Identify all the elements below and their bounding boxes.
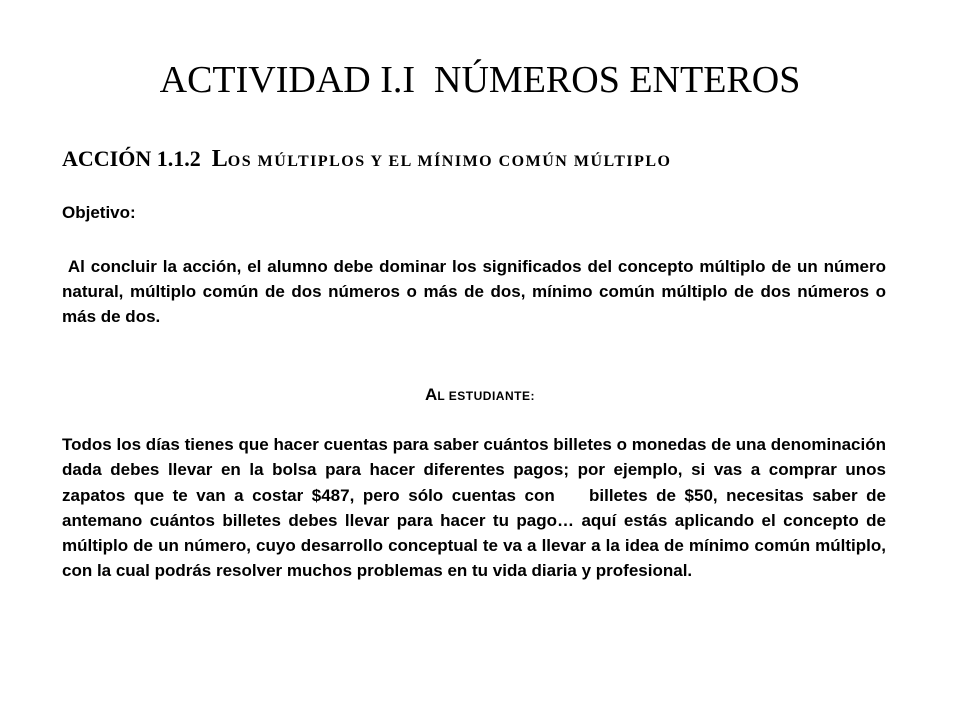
objective-label: Objetivo: [62, 203, 136, 222]
section-title-rest: OS MÚLTIPLOS Y EL MÍNIMO COMÚN MÚLTIPLO [227, 153, 672, 170]
slide-title: ACTIVIDAD I.I NÚMEROS ENTEROS [159, 59, 801, 101]
section-code: ACCIÓN 1.1.2 [62, 146, 212, 171]
student-heading-rest: L ESTUDIANTE: [437, 389, 535, 403]
section-heading [62, 146, 902, 173]
section-title-initial: L [211, 146, 228, 172]
student-heading [0, 385, 960, 405]
objective-text: Al concluir la acción, el alumno debe dominar los significados del concepto múltiplo de un número natural, múltiplo común de dos números o más de dos, mínimo común múltiplo de dos números o más de dos. [62, 257, 891, 326]
student-heading-initial: A [425, 385, 438, 404]
student-text: Todos los días tienes que hacer cuentas para saber cuántos billetes o monedas de una denominación dada debes llevar en la bolsa para hacer diferentes pagos; por ejemplo, si vas a comprar unos zapatos que te van a costar $487, pero sólo cuentas con billetes de $50, necesitas saber de antemano cuántos billetes debes llevar para hacer tu pago… aquí estás aplicando el concepto de múltiplo de un número, cuyo desarrollo conceptual te va a llevar a la idea de mínimo común múltiplo, con la cual podrás resolver muchos problemas en tu vida diaria y profesional. [62, 435, 891, 581]
